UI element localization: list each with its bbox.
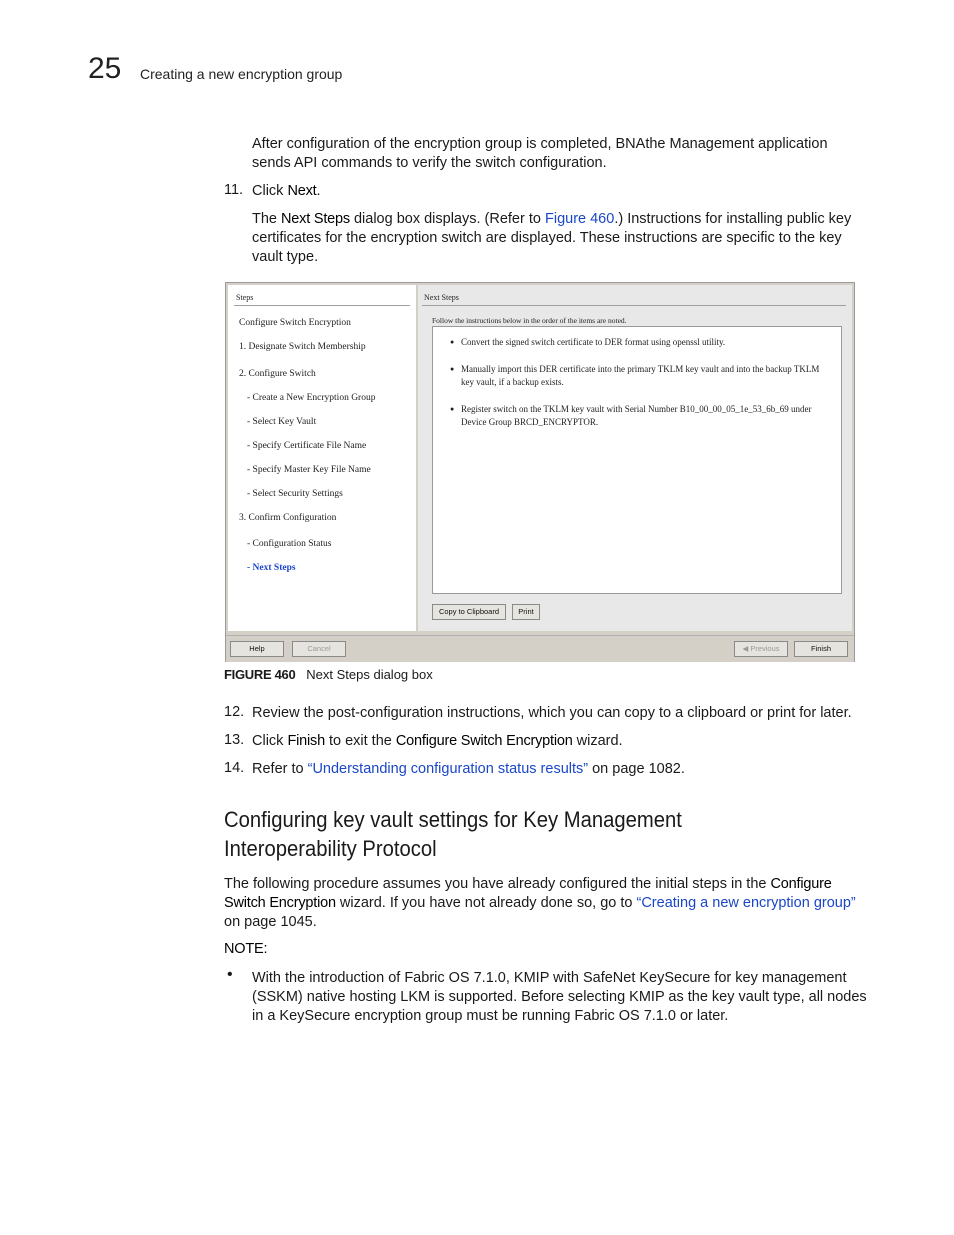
step-11-detail — [252, 210, 867, 267]
step-designate-switch-membership[interactable]: 1. Designate Switch Membership — [239, 342, 366, 352]
step-14-pre: Refer to — [252, 761, 308, 777]
figure-460-link[interactable]: Figure 460 — [544, 211, 615, 227]
instructions-box — [432, 326, 842, 594]
note-bullet: With the introduction of Fabric OS 7.1.0, KMIP with SafeNet KeySecure for key management (SSKM) native hosting LKM is supported. Before selecting KMIP as the key vault type, all nodes in a KeySecure encryption group must be running Fabric OS 7.1.0 or later. — [252, 970, 867, 1024]
section-heading: Configuring key vault settings for Key Management Interoperability Protocol — [224, 807, 682, 861]
step-11-detail-post: .) Instructions for installing public key certificates for the encryption switch are displayed. These instructions are specific to the key vault type. — [252, 211, 852, 265]
instructions-label: Follow the instructions below in the order of the items are noted. — [432, 316, 627, 325]
figure-number: FIGURE 460 — [224, 667, 296, 682]
step-configure-switch[interactable]: 2. Configure Switch — [239, 369, 316, 379]
step-next-steps[interactable]: - Next Steps — [247, 563, 296, 573]
step-11-number: 11. — [224, 182, 244, 198]
step-14 — [252, 760, 892, 779]
step-11-pre: Click — [252, 183, 288, 199]
step-13-mid: to exit the — [324, 733, 396, 749]
chapter-number: 25 — [88, 52, 122, 85]
instruction-item: ● Manually import this DER certificate into the primary TKLM key vault and into the backup TKLM key vault, if a backup exists. — [461, 363, 831, 389]
step-configure-switch-encryption[interactable]: Configure Switch Encryption — [239, 318, 351, 328]
step-11-detail-pre: The — [252, 211, 282, 227]
step-14-post: on page 1082. — [588, 761, 685, 777]
wizard-name: Configure Switch Encryption — [224, 876, 832, 911]
step-specify-certificate[interactable]: - Specify Certificate File Name — [247, 441, 367, 451]
next-steps-title: Next Steps — [424, 293, 459, 302]
step-13-post: wizard. — [572, 733, 623, 749]
figure-caption-text: Next Steps dialog box — [306, 667, 433, 682]
step-13-pre: Click — [252, 733, 288, 749]
step-12-number: 12. — [224, 704, 245, 720]
steps-divider — [234, 305, 410, 306]
encryption-group-link[interactable]: “Creating a new encryption group” — [636, 895, 856, 911]
step-create-encryption-group[interactable]: - Create a New Encryption Group — [247, 393, 376, 403]
note-label: NOTE: — [224, 941, 268, 957]
step-configuration-status[interactable]: - Configuration Status — [247, 539, 332, 549]
intro-paragraph: After configuration of the encryption group is completed, BNAthe Management application sends API commands to verify the switch configuration. — [252, 136, 828, 171]
next-steps-dialog — [225, 282, 855, 662]
step-select-key-vault[interactable]: - Select Key Vault — [247, 417, 317, 427]
steps-panel — [228, 285, 416, 631]
dialog-button-bar — [226, 635, 854, 662]
chapter-title: Creating a new encryption group — [140, 66, 343, 82]
previous-arrow-icon: ◀ — [742, 644, 751, 653]
step-specify-master-key[interactable]: - Specify Master Key File Name — [247, 465, 371, 475]
next-steps-term: Next Steps — [281, 211, 350, 227]
step-12: Review the post-configuration instructions, which you can copy to a clipboard or print for later. — [252, 705, 852, 721]
config-status-link[interactable]: “Understanding configuration status results” — [307, 761, 589, 777]
finish-button[interactable]: Finish — [794, 641, 848, 657]
section-p-post: on page 1045. — [224, 914, 317, 930]
next-command: Next — [287, 183, 317, 199]
step-11 — [252, 182, 862, 201]
section-p-mid: wizard. If you have not already done so, go to — [335, 895, 637, 911]
previous-button[interactable] — [734, 641, 788, 657]
help-button[interactable]: Help — [230, 641, 284, 657]
steps-title: Steps — [236, 293, 254, 302]
bullet-icon: • — [227, 966, 233, 983]
step-11-detail-mid: dialog box displays. (Refer to — [349, 211, 545, 227]
step-14-number: 14. — [224, 760, 245, 776]
step-13 — [252, 732, 892, 751]
previous-button-label: Previous — [750, 644, 780, 653]
step-confirm-configuration[interactable]: 3. Confirm Configuration — [239, 513, 337, 523]
step-13-number: 13. — [224, 732, 245, 748]
section-p-pre: The following procedure assumes you have already configured the initial steps in the — [224, 876, 771, 892]
cancel-button[interactable]: Cancel — [292, 641, 346, 657]
print-button[interactable]: Print — [512, 604, 540, 620]
next-steps-divider — [422, 305, 846, 306]
step-select-security-settings[interactable]: - Select Security Settings — [247, 489, 343, 499]
wizard-name: Configure Switch Encryption — [395, 733, 573, 749]
section-paragraph — [224, 875, 869, 932]
instruction-item: ● Register switch on the TKLM key vault with Serial Number B10_00_00_05_1e_53_6b_69 under Device Group BRCD_ENCRYPTOR. — [461, 403, 831, 429]
copy-to-clipboard-button[interactable]: Copy to Clipboard — [432, 604, 506, 620]
instruction-item: ● Convert the signed switch certificate to DER format using openssl utility. — [461, 336, 831, 349]
finish-command: Finish — [287, 733, 325, 749]
figure-caption — [224, 667, 433, 682]
next-steps-panel — [418, 285, 852, 631]
step-11-post: . — [316, 183, 321, 199]
